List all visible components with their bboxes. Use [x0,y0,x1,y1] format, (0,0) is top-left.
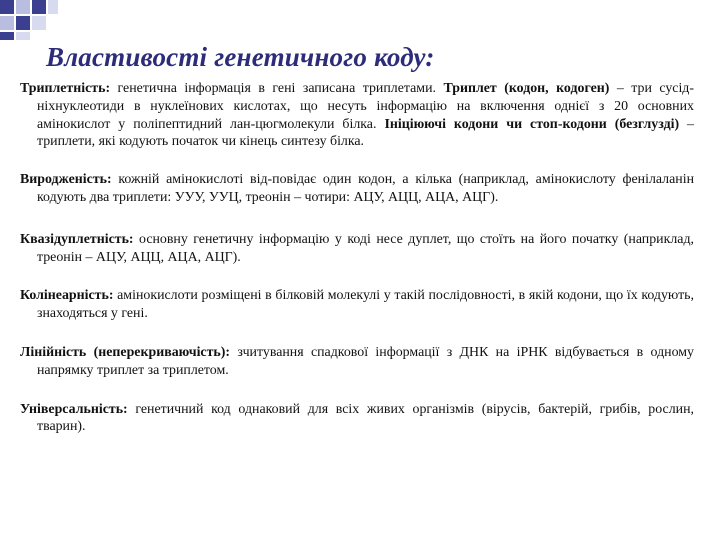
description: амінокислоти розміщені в білковій молекулі у такій послідовності, в якій кодони, що їх кодують, знаходяться у гені. [37,288,694,322]
decor-square [32,0,46,14]
term: Колінеарність: [20,288,114,304]
property-quasi-doublet [20,231,694,267]
decor-square [48,0,58,14]
decor-square [0,16,14,30]
property-degeneracy [20,171,694,207]
decor-square [16,32,30,40]
property-colinearity [20,287,694,323]
decor-square [0,32,14,40]
term: Триплет (кодон, кодоген) [443,81,610,96]
description: кожній амінокислоті від-повідає один кодон, а кілька (наприклад, амінокислоту фенілаланін кодують два триплети: УУУ, УУЦ, треонін – чотири: АЦУ, АЦЦ, АЦА, АЦГ). [37,172,694,205]
corner-decoration [0,0,60,40]
description: – три сусід-ніхнуклеотиди в нуклеїнових кислотах, що несуть інформацію на включення однієї з 20 основних амінокислот у поліпептидний лан-цюгмолекули білка. [37,81,694,132]
term: Вироджeність: [20,172,112,188]
description: – триплети, які кодують початок чи кінець синтезу білка. [37,116,694,150]
properties-list [20,80,694,436]
decor-square [16,16,30,30]
property-linearity [20,344,694,380]
term: Ініціюючі кодони чи стоп-кодони (безглузді) [384,116,680,132]
property-triplet [20,80,694,151]
term: Триплетність: [20,81,111,96]
decor-square [32,16,46,30]
description: генетична інформація в гені записана триплетами. [110,81,444,96]
decor-square [16,0,30,14]
description: генетичний код однаковий для всіх живих організмів (вірусів, бактерій, грибів, рослин, тварин). [37,401,694,435]
description: основну генетичну інформацію у коді несе дуплет, що стоїть на його початку (наприклад, треонін – АЦУ, АЦЦ, АЦА, АЦГ). [37,231,694,265]
description: зчитування спадкової інформації з ДНК на іРНК відбувається в одному напрямку триплет за триплетом. [37,344,694,378]
term: Лінійність (неперекриваючість): [20,344,231,360]
term: Універсальність: [20,401,128,417]
property-universality [20,401,694,437]
decor-square [0,0,14,14]
term: Квазідуплетність: [20,231,134,247]
slide-title: Властивості генетичного коду: [46,42,435,72]
